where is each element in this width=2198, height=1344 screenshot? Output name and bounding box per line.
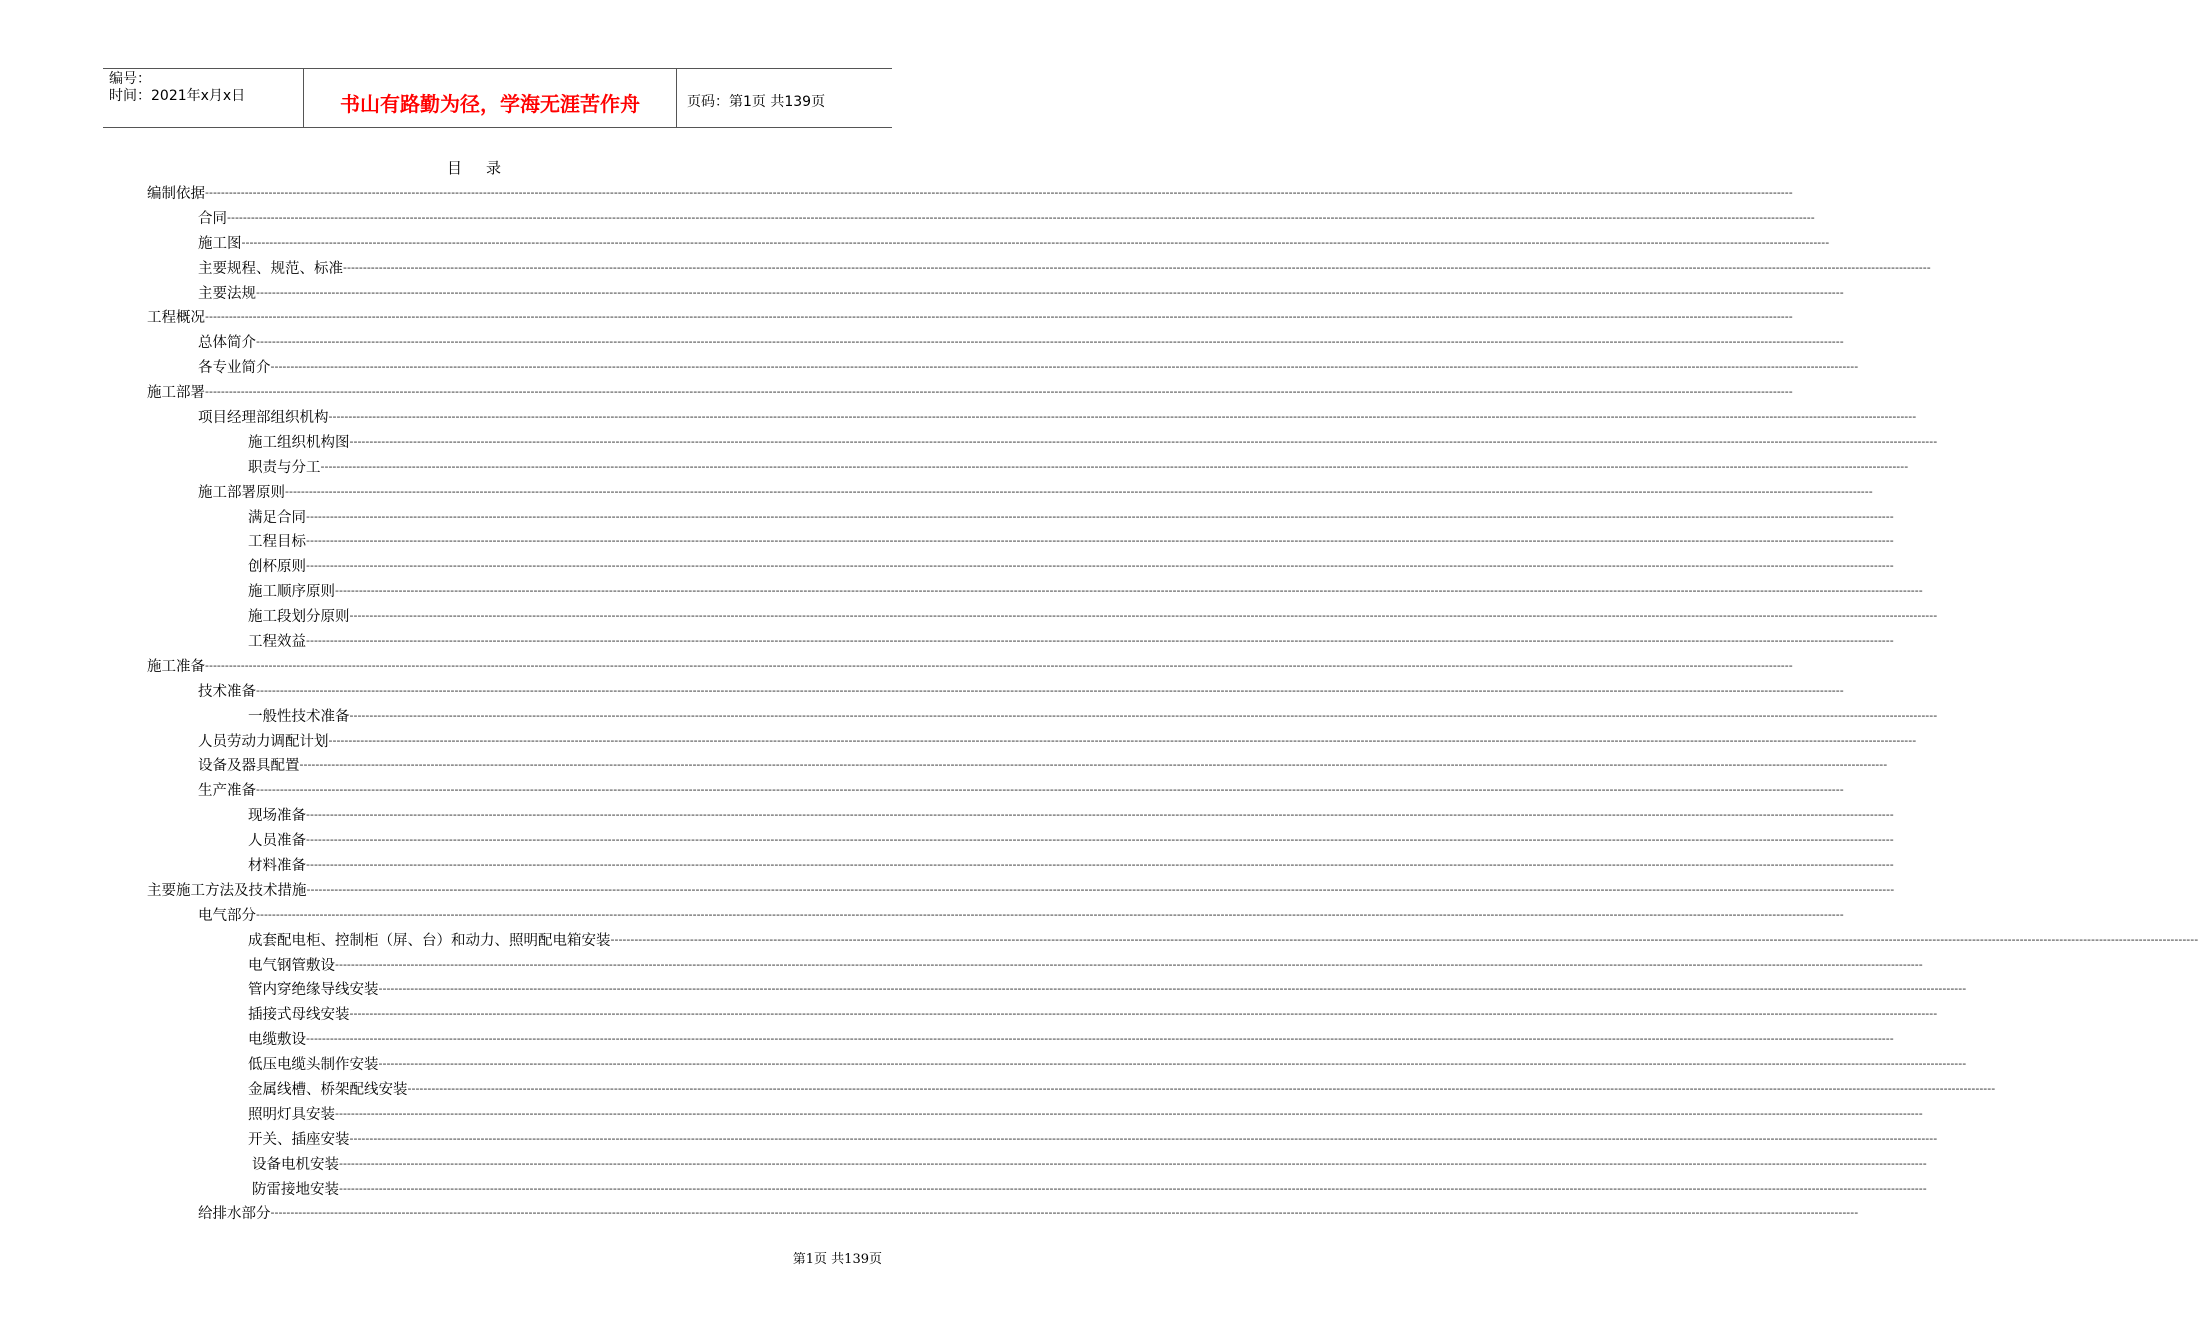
toc-dot-leader: ----------------------------------------------------------------------------------------------------------------------------------------------------------------------------------------------------------------------------------------------------------------------------------------------------------------------------------------------------------------------------------------------------------------: [306, 833, 1894, 847]
toc-dot-leader: ----------------------------------------------------------------------------------------------------------------------------------------------------------------------------------------------------------------------------------------------------------------------------------------------------------------------------------------------------------------------------------------------------------------: [256, 335, 1844, 349]
toc-entry-label: 施工部署: [147, 385, 205, 402]
toc-entry-label: 开关、插座安装: [248, 1131, 350, 1148]
toc-entry[interactable]: [147, 827, 1894, 852]
toc-entry[interactable]: [147, 902, 1844, 927]
toc-entry-label: 施工组织机构图: [248, 434, 350, 451]
toc-entry-label: 施工图: [198, 235, 242, 252]
toc-entry[interactable]: [147, 752, 1888, 777]
toc-entry-label: 施工部署原则: [198, 484, 285, 501]
toc-entry-label: 合同: [198, 210, 227, 227]
toc-dot-leader: ----------------------------------------------------------------------------------------------------------------------------------------------------------------------------------------------------------------------------------------------------------------------------------------------------------------------------------------------------------------------------------------------------------------: [227, 210, 1815, 224]
toc-entry-label: 一般性技术准备: [248, 708, 350, 725]
header-page-info: 页码：第1页 共139页: [687, 94, 826, 110]
page-header: [103, 68, 892, 128]
toc-dot-leader: ----------------------------------------------------------------------------------------------------------------------------------------------------------------------------------------------------------------------------------------------------------------------------------------------------------------------------------------------------------------------------------------------------------------: [335, 1106, 1923, 1120]
toc-entry[interactable]: [147, 1151, 1927, 1176]
toc-entry-label: 人员劳动力调配计划: [198, 733, 329, 750]
toc-entry[interactable]: [147, 802, 1894, 827]
toc-entry[interactable]: [147, 230, 1830, 255]
toc-dot-leader: ----------------------------------------------------------------------------------------------------------------------------------------------------------------------------------------------------------------------------------------------------------------------------------------------------------------------------------------------------------------------------------------------------------------: [306, 808, 1894, 822]
toc-dot-leader: ----------------------------------------------------------------------------------------------------------------------------------------------------------------------------------------------------------------------------------------------------------------------------------------------------------------------------------------------------------------------------------------------------------------: [306, 857, 1894, 871]
toc-dot-leader: ----------------------------------------------------------------------------------------------------------------------------------------------------------------------------------------------------------------------------------------------------------------------------------------------------------------------------------------------------------------------------------------------------------------: [256, 783, 1844, 797]
toc-dot-leader: ----------------------------------------------------------------------------------------------------------------------------------------------------------------------------------------------------------------------------------------------------------------------------------------------------------------------------------------------------------------------------------------------------------------: [306, 534, 1894, 548]
toc-dot-leader: ----------------------------------------------------------------------------------------------------------------------------------------------------------------------------------------------------------------------------------------------------------------------------------------------------------------------------------------------------------------------------------------------------------------: [241, 235, 1830, 249]
toc-entry[interactable]: [147, 553, 1894, 578]
toc-dot-leader: ----------------------------------------------------------------------------------------------------------------------------------------------------------------------------------------------------------------------------------------------------------------------------------------------------------------------------------------------------------------------------------------------------------------: [339, 1181, 1927, 1195]
toc-dot-leader: ----------------------------------------------------------------------------------------------------------------------------------------------------------------------------------------------------------------------------------------------------------------------------------------------------------------------------------------------------------------------------------------------------------------: [205, 385, 1793, 399]
toc-entry-label: 施工准备: [147, 658, 205, 675]
footer-page-number: 第1页 共139页: [792, 1252, 882, 1267]
toc-dot-leader: ----------------------------------------------------------------------------------------------------------------------------------------------------------------------------------------------------------------------------------------------------------------------------------------------------------------------------------------------------------------------------------------------------------------: [339, 1156, 1927, 1170]
toc-entry[interactable]: [147, 653, 1793, 678]
page-footer: [0, 1248, 882, 1267]
toc-dot-leader: ----------------------------------------------------------------------------------------------------------------------------------------------------------------------------------------------------------------------------------------------------------------------------------------------------------------------------------------------------------------------------------------------------------------: [285, 484, 1873, 498]
toc-dot-leader: ----------------------------------------------------------------------------------------------------------------------------------------------------------------------------------------------------------------------------------------------------------------------------------------------------------------------------------------------------------------------------------------------------------------: [306, 559, 1894, 573]
toc-entry-label: 防雷接地安装: [252, 1181, 339, 1198]
toc-entry-label: 给排水部分: [198, 1206, 271, 1223]
toc-dot-leader: ----------------------------------------------------------------------------------------------------------------------------------------------------------------------------------------------------------------------------------------------------------------------------------------------------------------------------------------------------------------------------------------------------------------: [349, 1131, 1938, 1145]
toc-entry[interactable]: [147, 379, 1793, 404]
toc-entry-label: 满足合同: [248, 509, 306, 526]
toc-dot-leader: ----------------------------------------------------------------------------------------------------------------------------------------------------------------------------------------------------------------------------------------------------------------------------------------------------------------------------------------------------------------------------------------------------------------: [306, 1032, 1894, 1046]
toc-entry[interactable]: [147, 1126, 1938, 1151]
toc-entry-label: 主要施工方法及技术措施: [147, 882, 307, 899]
toc-dot-leader: ----------------------------------------------------------------------------------------------------------------------------------------------------------------------------------------------------------------------------------------------------------------------------------------------------------------------------------------------------------------------------------------------------------------: [335, 584, 1923, 598]
toc-entry[interactable]: [147, 628, 1894, 653]
toc-entry[interactable]: [147, 528, 1894, 553]
toc-entry[interactable]: [147, 180, 1793, 205]
toc-entry-label: 项目经理部组织机构: [198, 409, 329, 426]
toc-entry[interactable]: [147, 1001, 1938, 1026]
toc-entry[interactable]: [147, 952, 1923, 977]
toc-entry-label: 电缆敷设: [248, 1032, 306, 1049]
toc-entry[interactable]: [147, 703, 1938, 728]
toc-entry-label: 工程概况: [147, 310, 205, 327]
toc-dot-leader: ----------------------------------------------------------------------------------------------------------------------------------------------------------------------------------------------------------------------------------------------------------------------------------------------------------------------------------------------------------------------------------------------------------------: [378, 1057, 1967, 1071]
toc-entry-label: 金属线槽、桥架配线安装: [248, 1082, 408, 1098]
toc-dot-leader: ----------------------------------------------------------------------------------------------------------------------------------------------------------------------------------------------------------------------------------------------------------------------------------------------------------------------------------------------------------------------------------------------------------------: [335, 957, 1923, 971]
toc-entry-label: 现场准备: [248, 808, 306, 825]
toc-entry-label: 设备及器具配置: [198, 758, 300, 775]
document-number-label: 编号：: [109, 71, 151, 87]
toc-entry[interactable]: [147, 1201, 1859, 1226]
toc-entry-label: 低压电缆头制作安装: [248, 1057, 379, 1074]
toc-dot-leader: ----------------------------------------------------------------------------------------------------------------------------------------------------------------------------------------------------------------------------------------------------------------------------------------------------------------------------------------------------------------------------------------------------------------: [349, 434, 1938, 448]
toc-dot-leader: ----------------------------------------------------------------------------------------------------------------------------------------------------------------------------------------------------------------------------------------------------------------------------------------------------------------------------------------------------------------------------------------------------------------: [349, 609, 1938, 623]
toc-dot-leader: ----------------------------------------------------------------------------------------------------------------------------------------------------------------------------------------------------------------------------------------------------------------------------------------------------------------------------------------------------------------------------------------------------------------: [299, 758, 1888, 772]
toc-title-right: 录: [486, 159, 504, 177]
toc-entry[interactable]: [147, 1176, 1927, 1201]
toc-entry-label: 创杯原则: [248, 559, 306, 576]
toc-entry[interactable]: [147, 404, 1917, 429]
toc-entry-label: 施工顺序原则: [248, 584, 335, 601]
toc-entry[interactable]: [147, 927, 2198, 952]
toc-entry[interactable]: [147, 504, 1894, 529]
toc-entry-label: 生产准备: [198, 783, 256, 800]
toc-entry[interactable]: [147, 454, 1909, 479]
toc-entry[interactable]: [147, 728, 1917, 753]
header-page-cell: [677, 69, 892, 127]
toc-entry[interactable]: [147, 304, 1793, 329]
toc-dot-leader: ----------------------------------------------------------------------------------------------------------------------------------------------------------------------------------------------------------------------------------------------------------------------------------------------------------------------------------------------------------------------------------------------------------------: [205, 658, 1793, 672]
toc-entry[interactable]: [147, 777, 1844, 802]
toc-entry-label: 职责与分工: [248, 459, 321, 476]
toc-dot-leader: ----------------------------------------------------------------------------------------------------------------------------------------------------------------------------------------------------------------------------------------------------------------------------------------------------------------------------------------------------------------------------------------------------------------: [328, 733, 1917, 747]
toc-entry-label: 施工段划分原则: [248, 609, 350, 626]
document-time-label: 时间：2021年x月x日: [109, 88, 246, 104]
toc-entry[interactable]: [147, 255, 1931, 280]
toc-entry[interactable]: [147, 977, 1967, 1002]
toc-dot-leader: ----------------------------------------------------------------------------------------------------------------------------------------------------------------------------------------------------------------------------------------------------------------------------------------------------------------------------------------------------------------------------------------------------------------: [205, 185, 1793, 199]
toc-entry-label: 主要规程、规范、标准: [198, 260, 343, 277]
toc-dot-leader: ----------------------------------------------------------------------------------------------------------------------------------------------------------------------------------------------------------------------------------------------------------------------------------------------------------------------------------------------------------------------------------------------------------------: [328, 409, 1917, 423]
toc-dot-leader: ----------------------------------------------------------------------------------------------------------------------------------------------------------------------------------------------------------------------------------------------------------------------------------------------------------------------------------------------------------------------------------------------------------------: [270, 1206, 1859, 1220]
toc-entry-label: 材料准备: [248, 857, 306, 874]
toc-entry-label: 工程目标: [248, 534, 306, 551]
header-motto: 书山有路勤为径，学海无涯苦作舟: [340, 92, 640, 116]
toc-entry[interactable]: [147, 329, 1844, 354]
toc-dot-leader: ----------------------------------------------------------------------------------------------------------------------------------------------------------------------------------------------------------------------------------------------------------------------------------------------------------------------------------------------------------------------------------------------------------------: [306, 633, 1894, 647]
toc-entry-label: 主要法规: [198, 285, 256, 302]
toc-dot-leader: ----------------------------------------------------------------------------------------------------------------------------------------------------------------------------------------------------------------------------------------------------------------------------------------------------------------------------------------------------------------------------------------------------------------: [256, 683, 1844, 697]
toc-entry-label: 设备电机安装: [252, 1156, 339, 1173]
toc-entry-label: 管内穿绝缘导线安装: [248, 982, 379, 999]
toc-entry-label: 电气部分: [198, 907, 256, 924]
toc-dot-leader: ----------------------------------------------------------------------------------------------------------------------------------------------------------------------------------------------------------------------------------------------------------------------------------------------------------------------------------------------------------------------------------------------------------------: [320, 459, 1909, 473]
toc-entry[interactable]: [147, 678, 1844, 703]
toc-entry-label: 总体简介: [198, 335, 256, 352]
toc-entry[interactable]: [147, 1051, 1967, 1076]
toc-entry[interactable]: [147, 479, 1873, 504]
toc-entry[interactable]: [147, 1101, 1923, 1126]
table-of-contents: [147, 180, 2198, 1225]
toc-entry-label: 插接式母线安装: [248, 1007, 350, 1024]
toc-entry-label: 人员准备: [248, 833, 306, 850]
toc-dot-leader: ----------------------------------------------------------------------------------------------------------------------------------------------------------------------------------------------------------------------------------------------------------------------------------------------------------------------------------------------------------------------------------------------------------------: [256, 285, 1844, 299]
toc-dot-leader: ----------------------------------------------------------------------------------------------------------------------------------------------------------------------------------------------------------------------------------------------------------------------------------------------------------------------------------------------------------------------------------------------------------------: [306, 509, 1894, 523]
toc-entry[interactable]: [147, 205, 1815, 230]
toc-entry[interactable]: [147, 877, 1895, 902]
header-meta: [103, 69, 303, 127]
toc-entry[interactable]: [147, 354, 1859, 379]
toc-entry[interactable]: [147, 603, 1938, 628]
toc-entry-label: 各专业简介: [198, 360, 271, 377]
toc-entry-label: 技术准备: [198, 683, 256, 700]
toc-dot-leader: ----------------------------------------------------------------------------------------------------------------------------------------------------------------------------------------------------------------------------------------------------------------------------------------------------------------------------------------------------------------------------------------------------------------: [256, 907, 1844, 921]
toc-entry-label: 工程效益: [248, 633, 306, 650]
toc-entry-label: 编制依据: [147, 185, 205, 202]
toc-entry[interactable]: [147, 852, 1894, 877]
toc-title: [0, 157, 950, 178]
toc-entry[interactable]: [147, 429, 1938, 454]
toc-title-left: 目: [446, 159, 464, 177]
toc-dot-leader: ----------------------------------------------------------------------------------------------------------------------------------------------------------------------------------------------------------------------------------------------------------------------------------------------------------------------------------------------------------------------------------------------------------------: [343, 260, 1931, 274]
toc-dot-leader: ----------------------------------------------------------------------------------------------------------------------------------------------------------------------------------------------------------------------------------------------------------------------------------------------------------------------------------------------------------------------------------------------------------------: [270, 360, 1859, 374]
toc-entry-label: 成套配电柜、控制柜（屏、台）和动力、照明配电箱安装: [248, 932, 611, 949]
toc-dot-leader: ----------------------------------------------------------------------------------------------------------------------------------------------------------------------------------------------------------------------------------------------------------------------------------------------------------------------------------------------------------------------------------------------------------------: [306, 882, 1895, 896]
toc-entry[interactable]: [147, 578, 1923, 603]
toc-dot-leader: ----------------------------------------------------------------------------------------------------------------------------------------------------------------------------------------------------------------------------------------------------------------------------------------------------------------------------------------------------------------------------------------------------------------: [349, 708, 1938, 722]
toc-dot-leader: ----------------------------------------------------------------------------------------------------------------------------------------------------------------------------------------------------------------------------------------------------------------------------------------------------------------------------------------------------------------------------------------------------------------: [349, 1007, 1938, 1021]
toc-entry[interactable]: [147, 1076, 1996, 1101]
header-motto-cell: [303, 69, 677, 127]
toc-dot-leader: ----------------------------------------------------------------------------------------------------------------------------------------------------------------------------------------------------------------------------------------------------------------------------------------------------------------------------------------------------------------------------------------------------------------: [407, 1082, 1996, 1095]
toc-dot-leader: ----------------------------------------------------------------------------------------------------------------------------------------------------------------------------------------------------------------------------------------------------------------------------------------------------------------------------------------------------------------------------------------------------------------: [378, 982, 1967, 996]
toc-entry-label: 电气钢管敷设: [248, 957, 335, 974]
toc-dot-leader: ----------------------------------------------------------------------------------------------------------------------------------------------------------------------------------------------------------------------------------------------------------------------------------------------------------------------------------------------------------------------------------------------------------------: [610, 932, 2198, 946]
toc-entry[interactable]: [147, 1026, 1894, 1051]
toc-entry[interactable]: [147, 280, 1844, 305]
toc-dot-leader: ----------------------------------------------------------------------------------------------------------------------------------------------------------------------------------------------------------------------------------------------------------------------------------------------------------------------------------------------------------------------------------------------------------------: [205, 310, 1793, 324]
toc-entry-label: 照明灯具安装: [248, 1106, 335, 1123]
